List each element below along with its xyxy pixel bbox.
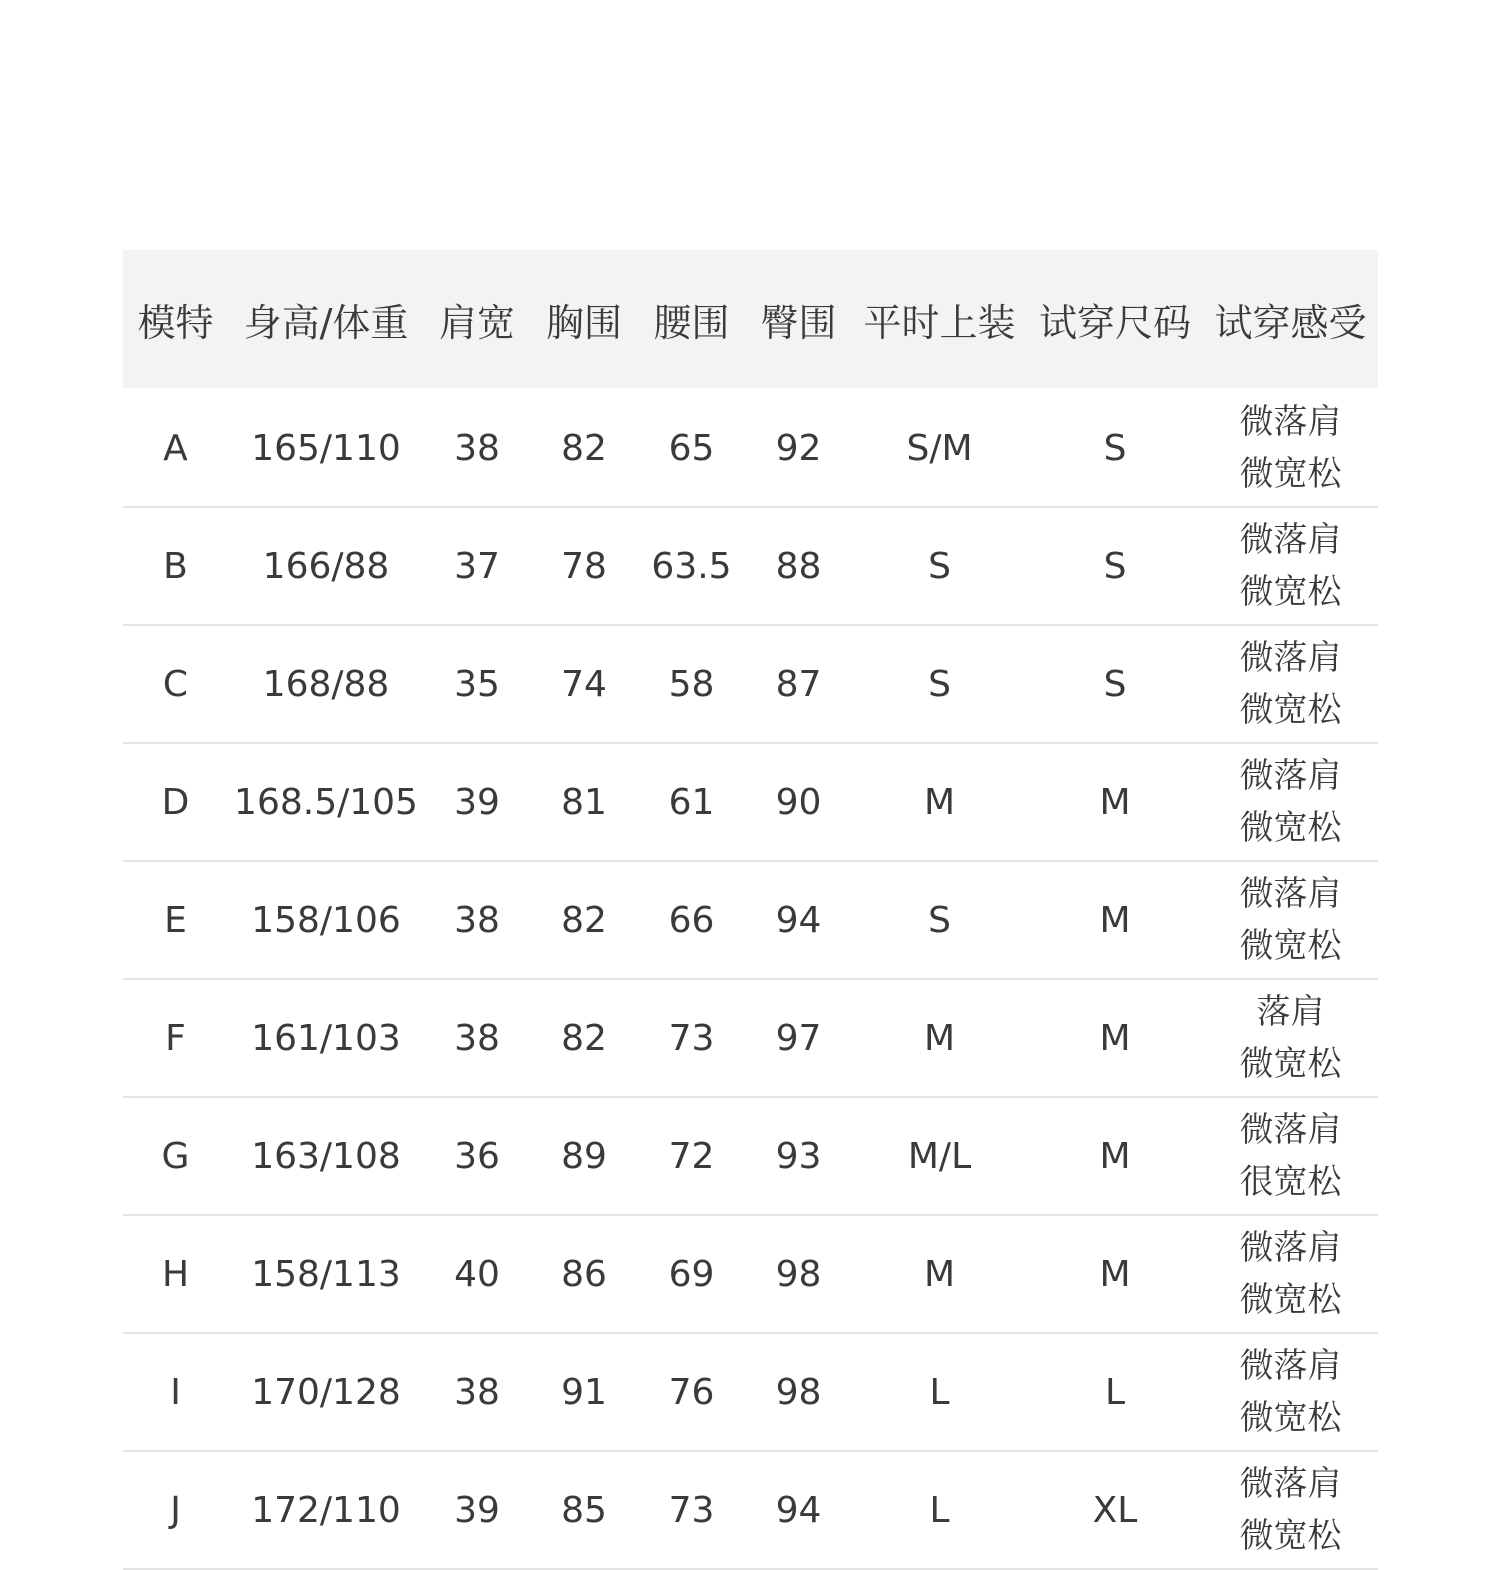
cell-height-weight: 163/108 (228, 1097, 424, 1215)
cell-shoulder: 38 (424, 861, 530, 979)
fit-feel-looseness: 微宽松 (1239, 454, 1342, 494)
cell-fit-feel (1203, 1333, 1378, 1451)
fit-feel-shoulder: 微落肩 (1239, 1110, 1342, 1150)
fit-feel-shoulder: 微落肩 (1239, 402, 1342, 442)
header-height-weight: 身高/体重 (228, 250, 424, 389)
fit-feel-shoulder: 微落肩 (1239, 1228, 1342, 1268)
fit-feel-looseness: 微宽松 (1239, 926, 1342, 966)
table-row (123, 507, 1378, 625)
cell-hip: 93 (745, 1097, 852, 1215)
table-row (123, 1215, 1378, 1333)
cell-usual-size: L (852, 1333, 1027, 1451)
cell-chest: 82 (530, 389, 638, 507)
cell-shoulder: 38 (424, 1333, 530, 1451)
cell-fit-feel (1203, 1451, 1378, 1569)
cell-hip: 98 (745, 1333, 852, 1451)
cell-fit-feel (1203, 743, 1378, 861)
cell-chest: 74 (530, 625, 638, 743)
cell-usual-size: L (852, 1451, 1027, 1569)
cell-shoulder: 39 (424, 1451, 530, 1569)
cell-fit-feel (1203, 1215, 1378, 1333)
cell-fit-feel (1203, 861, 1378, 979)
cell-usual-size: M (852, 1215, 1027, 1333)
table-row (123, 979, 1378, 1097)
header-usual-size: 平时上装 (852, 250, 1027, 389)
cell-chest: 81 (530, 743, 638, 861)
cell-model: F (123, 979, 228, 1097)
cell-hip: 90 (745, 743, 852, 861)
cell-chest: 78 (530, 507, 638, 625)
fit-feel-looseness: 微宽松 (1239, 808, 1342, 848)
cell-height-weight: 166/88 (228, 507, 424, 625)
cell-model: I (123, 1333, 228, 1451)
cell-model: C (123, 625, 228, 743)
header-hip: 臀围 (745, 250, 852, 389)
cell-shoulder: 38 (424, 389, 530, 507)
cell-tried-size: S (1027, 389, 1203, 507)
cell-height-weight: 158/106 (228, 861, 424, 979)
header-fit-feel: 试穿感受 (1203, 250, 1378, 389)
cell-shoulder: 35 (424, 625, 530, 743)
cell-waist: 66 (638, 861, 745, 979)
cell-waist: 69 (638, 1215, 745, 1333)
cell-usual-size: S (852, 861, 1027, 979)
table-row (123, 625, 1378, 743)
cell-fit-feel (1203, 625, 1378, 743)
cell-waist: 61 (638, 743, 745, 861)
cell-usual-size: S (852, 507, 1027, 625)
cell-waist: 72 (638, 1097, 745, 1215)
cell-waist: 73 (638, 979, 745, 1097)
cell-chest: 91 (530, 1333, 638, 1451)
cell-usual-size: M/L (852, 1097, 1027, 1215)
cell-usual-size: M (852, 743, 1027, 861)
cell-model: J (123, 1451, 228, 1569)
cell-tried-size: M (1027, 979, 1203, 1097)
fit-feel-shoulder: 微落肩 (1239, 520, 1342, 560)
fit-feel-looseness: 微宽松 (1239, 1516, 1342, 1556)
table-row (123, 1097, 1378, 1215)
header-shoulder: 肩宽 (424, 250, 530, 389)
header-tried-size: 试穿尺码 (1027, 250, 1203, 389)
cell-model: D (123, 743, 228, 861)
cell-hip: 92 (745, 389, 852, 507)
cell-tried-size: S (1027, 507, 1203, 625)
cell-shoulder: 38 (424, 979, 530, 1097)
cell-usual-size: S/M (852, 389, 1027, 507)
cell-hip: 98 (745, 1215, 852, 1333)
cell-model: G (123, 1097, 228, 1215)
fit-feel-looseness: 很宽松 (1239, 1162, 1342, 1202)
fit-feel-shoulder: 微落肩 (1239, 1464, 1342, 1504)
cell-hip: 94 (745, 861, 852, 979)
cell-fit-feel (1203, 507, 1378, 625)
header-chest: 胸围 (530, 250, 638, 389)
fit-feel-shoulder: 微落肩 (1239, 874, 1342, 914)
fit-feel-looseness: 微宽松 (1239, 1280, 1342, 1320)
cell-chest: 82 (530, 861, 638, 979)
header-waist: 腰围 (638, 250, 745, 389)
header-row (123, 250, 1378, 389)
cell-chest: 82 (530, 979, 638, 1097)
cell-fit-feel (1203, 1097, 1378, 1215)
cell-height-weight: 161/103 (228, 979, 424, 1097)
cell-waist: 65 (638, 389, 745, 507)
table-row (123, 1333, 1378, 1451)
cell-height-weight: 168.5/105 (228, 743, 424, 861)
cell-usual-size: M (852, 979, 1027, 1097)
cell-chest: 89 (530, 1097, 638, 1215)
cell-model: B (123, 507, 228, 625)
cell-hip: 88 (745, 507, 852, 625)
fit-feel-looseness: 微宽松 (1239, 690, 1342, 730)
cell-tried-size: M (1027, 861, 1203, 979)
fit-feel-looseness: 微宽松 (1239, 1398, 1342, 1438)
cell-height-weight: 172/110 (228, 1451, 424, 1569)
cell-shoulder: 39 (424, 743, 530, 861)
fit-feel-shoulder: 微落肩 (1239, 1346, 1342, 1386)
cell-hip: 87 (745, 625, 852, 743)
cell-waist: 63.5 (638, 507, 745, 625)
header-model: 模特 (123, 250, 228, 389)
cell-shoulder: 36 (424, 1097, 530, 1215)
cell-tried-size: S (1027, 625, 1203, 743)
cell-chest: 86 (530, 1215, 638, 1333)
cell-fit-feel (1203, 979, 1378, 1097)
cell-tried-size: M (1027, 1215, 1203, 1333)
cell-fit-feel (1203, 389, 1378, 507)
cell-height-weight: 165/110 (228, 389, 424, 507)
fit-feel-looseness: 微宽松 (1239, 572, 1342, 612)
fit-feel-shoulder: 微落肩 (1239, 756, 1342, 796)
table-row (123, 1451, 1378, 1569)
table-row (123, 861, 1378, 979)
cell-hip: 94 (745, 1451, 852, 1569)
cell-shoulder: 37 (424, 507, 530, 625)
size-chart-table (123, 250, 1378, 1570)
cell-usual-size: S (852, 625, 1027, 743)
cell-waist: 76 (638, 1333, 745, 1451)
cell-tried-size: M (1027, 1097, 1203, 1215)
cell-chest: 85 (530, 1451, 638, 1569)
cell-waist: 73 (638, 1451, 745, 1569)
cell-waist: 58 (638, 625, 745, 743)
cell-hip: 97 (745, 979, 852, 1097)
table-row (123, 389, 1378, 507)
fit-feel-looseness: 微宽松 (1239, 1044, 1342, 1084)
cell-tried-size: L (1027, 1333, 1203, 1451)
cell-model: H (123, 1215, 228, 1333)
cell-tried-size: M (1027, 743, 1203, 861)
fit-feel-shoulder: 微落肩 (1239, 638, 1342, 678)
table-row (123, 743, 1378, 861)
fit-feel-shoulder: 落肩 (1256, 992, 1325, 1032)
cell-height-weight: 170/128 (228, 1333, 424, 1451)
cell-shoulder: 40 (424, 1215, 530, 1333)
cell-height-weight: 168/88 (228, 625, 424, 743)
cell-model: A (123, 389, 228, 507)
cell-model: E (123, 861, 228, 979)
cell-height-weight: 158/113 (228, 1215, 424, 1333)
cell-tried-size: XL (1027, 1451, 1203, 1569)
